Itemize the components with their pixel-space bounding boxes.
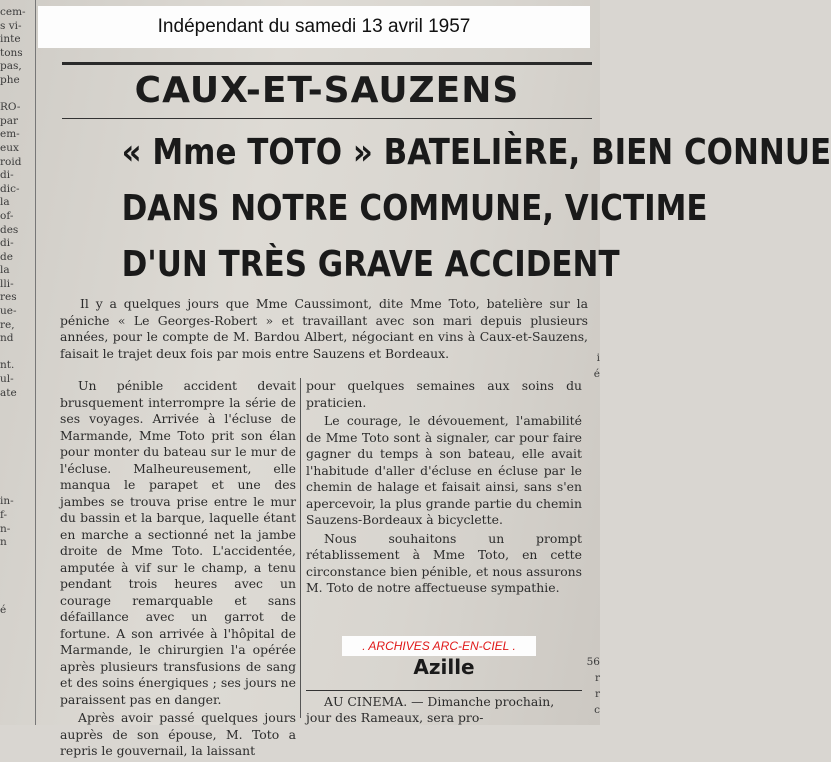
left-margin-fragment: tons xyxy=(0,46,23,59)
right-margin-fragment xyxy=(586,638,600,654)
left-margin-fragment: lli- xyxy=(0,277,14,290)
archive-tag-text: . ARCHIVES ARC-EN-CIEL . xyxy=(362,639,516,653)
next-section-title: Azille xyxy=(413,655,475,679)
right-paragraph-1: pour quelques semaines aux soins du praticien. xyxy=(306,378,582,410)
left-margin-fragment: la xyxy=(0,264,10,277)
left-margin-fragment xyxy=(0,645,34,659)
right-margin-fragment: é xyxy=(593,368,600,380)
left-margin-fragment: dic- xyxy=(0,182,20,195)
left-margin-fragment xyxy=(0,427,34,441)
left-margin-fragment: é xyxy=(0,604,7,617)
left-margin-fragment xyxy=(0,618,34,632)
left-margin-fragment xyxy=(0,441,34,455)
right-margin-fragment xyxy=(586,430,600,446)
left-margin-fragment: of- xyxy=(0,209,14,222)
commune-title: CAUX-ET-SAUZENS xyxy=(134,69,520,111)
right-margin-fragment: r xyxy=(594,688,600,700)
left-margin-fragment: ue- xyxy=(0,305,17,318)
article-left-column xyxy=(60,378,296,762)
left-margin-fragment: inte xyxy=(0,33,21,46)
right-margin-fragment xyxy=(586,590,600,606)
right-margin-fragment xyxy=(586,526,600,542)
left-margin-fragment xyxy=(0,577,34,591)
right-margin-fragment xyxy=(586,414,600,430)
section-rule xyxy=(306,690,582,691)
left-margin-fragment: em- xyxy=(0,128,20,141)
column-divider xyxy=(300,378,301,718)
left-margin-fragment: f- xyxy=(0,508,8,521)
left-margin-fragment xyxy=(0,631,34,645)
left-margin-fragment xyxy=(0,686,34,700)
right-margin-column-fragments xyxy=(586,350,600,718)
left-margin-fragment: di- xyxy=(0,169,14,182)
left-margin-column-fragments xyxy=(0,0,34,725)
left-margin-fragment: phe xyxy=(0,73,20,86)
right-margin-fragment xyxy=(586,510,600,526)
left-paragraph-1: Un pénible accident devait brusquement interrompre la série de ses voyages. Arrivée à l'écluse de Marmande, Mme Toto prit son élan pour monter du bateau sur le mur de l'écluse. Malheureusement, elle manqua le parapet et une des jambes se trouva prise entre le mur du bassin et la barque, laquelle étant en marche a sectionné net la jambe droite de Mme Toto. L'accidentée, amputée à vif sur le champ, a tenu pendant trois heures avec un courage remarquable et sans défaillance avec un garrot de fortune. A son arrivée à l'hôpital de Marmande, le chirurgien l'a opérée après plusieurs transfusions de sang et des soins énergiques ; ses jours ne paraissent pas en danger. xyxy=(60,378,296,707)
headline-line-2: DANS NOTRE COMMUNE, VICTIME xyxy=(121,188,708,229)
right-margin-fragment xyxy=(586,462,600,478)
right-margin-fragment: i xyxy=(596,352,600,364)
left-margin-fragment xyxy=(0,659,34,673)
right-margin-fragment: r xyxy=(594,672,600,684)
right-margin-fragment xyxy=(586,574,600,590)
left-margin-fragment: di- xyxy=(0,237,14,250)
right-margin-fragment xyxy=(586,382,600,398)
left-margin-fragment xyxy=(0,468,34,482)
left-margin-fragment: n- xyxy=(0,522,11,535)
right-paragraph-3: Nous souhaitons un prompt rétablissement à Mme Toto, en cette circonstance bien pénible, et nous assurons M. Toto de notre affectueuse sympathie. xyxy=(306,530,582,595)
left-margin-fragment: RO- xyxy=(0,101,21,114)
left-margin-fragment xyxy=(0,88,34,102)
left-margin-fragment: s vi- xyxy=(0,19,22,32)
left-margin-fragment: par xyxy=(0,114,19,127)
left-margin-fragment: la xyxy=(0,196,10,209)
left-margin-fragment: in- xyxy=(0,495,14,508)
right-margin-fragment xyxy=(586,542,600,558)
left-margin-fragment: re, xyxy=(0,318,15,331)
left-margin-fragment xyxy=(0,591,34,605)
headline-line-3: D'UN TRÈS GRAVE ACCIDENT xyxy=(121,244,620,285)
right-margin-fragment: 56 xyxy=(586,656,600,668)
left-margin-fragment: eux xyxy=(0,141,19,154)
right-margin-fragment xyxy=(586,606,600,622)
left-paragraph-2: Après avoir passé quelques jours auprès de son épouse, M. Toto a repris le gouvernail, la laissant xyxy=(60,710,296,758)
left-margin-fragment xyxy=(0,400,34,414)
left-margin-fragment: ul- xyxy=(0,373,14,386)
left-margin-fragment: nt. xyxy=(0,359,15,372)
clipping-caption xyxy=(38,6,590,48)
archive-watermark-tag xyxy=(342,636,536,656)
right-margin-fragment xyxy=(586,398,600,414)
lead-text: Il y a quelques jours que Mme Caussimont, dite Mme Toto, batelière sur la péniche « Le Georges-Robert » et travaillant avec son mari depuis plusieurs années, pour le compte de M. Bardou Albert, négociant en vins à Caux-et-Sauzens, faisait le trajet deux fois par mois entre Sauzens et Bordeaux. xyxy=(60,296,588,361)
left-margin-fragment: n xyxy=(0,536,7,549)
left-margin-fragment xyxy=(0,563,34,577)
cinema-paragraph: AU CINEMA. — Dimanche prochain, jour des Rameaux, sera pro- xyxy=(306,694,555,725)
headline-line-1: « Mme TOTO » BATELIÈRE, BIEN CONNUE xyxy=(121,132,831,173)
article-headline xyxy=(121,125,831,293)
left-margin-fragment: cem- xyxy=(0,6,26,18)
left-margin-fragment xyxy=(0,346,34,360)
right-margin-fragment xyxy=(586,446,600,462)
right-margin-fragment xyxy=(586,478,600,494)
right-margin-fragment: c xyxy=(594,704,600,716)
right-paragraph-2: Le courage, le dévouement, l'amabilité de Mme Toto sont à signaler, car pour faire gagner du temps à son bateau, elle avait l'habitude d'aller d'écluse en écluse par le chemin de halage et faisait ainsi, sans s'en apercevoir, la plus grande partie du chemin Sauzens-Bordeaux à bicyclette. xyxy=(306,413,582,527)
caption-text: Indépendant du samedi 13 avril 1957 xyxy=(157,16,471,37)
left-margin-fragment xyxy=(0,482,34,496)
lead-paragraph xyxy=(60,296,588,362)
left-margin-fragment: nd xyxy=(0,332,14,345)
right-margin-fragment xyxy=(586,622,600,638)
left-margin-fragment xyxy=(0,455,34,469)
left-margin-fragment: pas, xyxy=(0,60,22,73)
article-right-column xyxy=(306,378,582,599)
title-bottom-rule xyxy=(62,118,592,119)
left-margin-fragment xyxy=(0,672,34,686)
right-margin-fragment xyxy=(586,494,600,510)
left-margin-fragment xyxy=(0,414,34,428)
left-margin-fragment: des xyxy=(0,223,19,236)
left-column-rule xyxy=(35,0,36,725)
left-margin-fragment: de xyxy=(0,250,13,263)
left-margin-fragment: ate xyxy=(0,386,17,399)
left-margin-fragment: roid xyxy=(0,155,22,168)
right-margin-fragment xyxy=(586,558,600,574)
left-margin-fragment xyxy=(0,550,34,564)
left-margin-fragment: res xyxy=(0,291,17,304)
